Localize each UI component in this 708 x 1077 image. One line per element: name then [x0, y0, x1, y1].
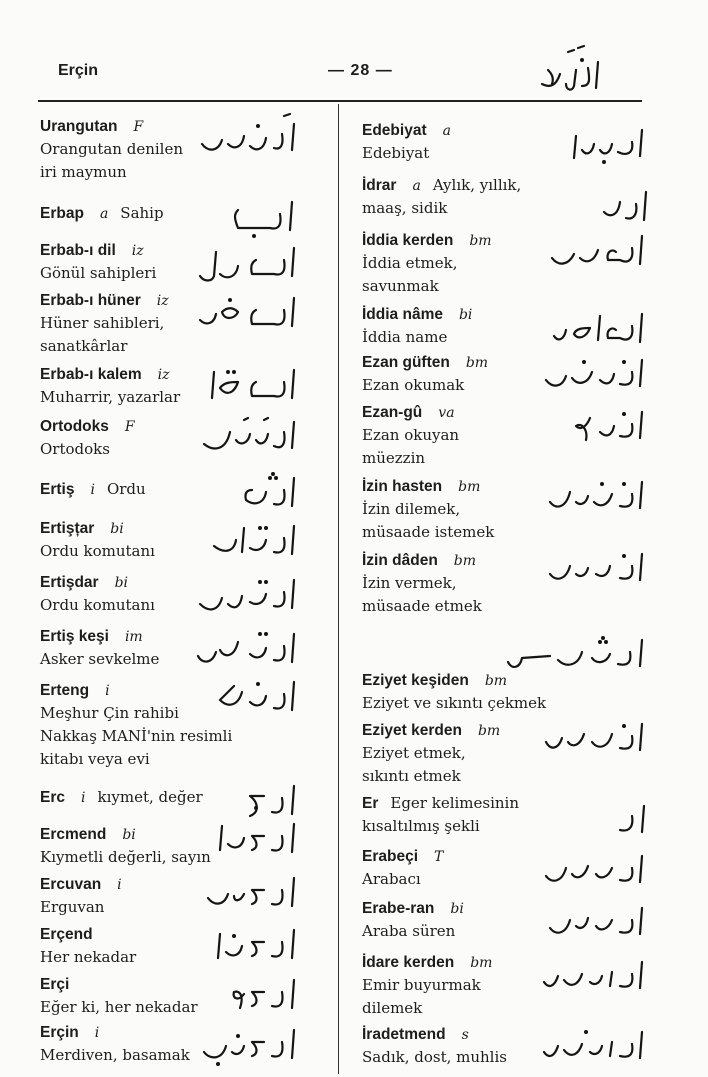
entry-headword: Er Eger kelimesinin — [362, 794, 520, 812]
dictionary-entry — [40, 626, 332, 671]
entry-definition: müezzin — [362, 449, 426, 467]
entry-pos: F — [124, 419, 135, 435]
entry-arabic-calligraphy — [602, 792, 652, 844]
entry-headword: İradetmend s — [362, 1026, 469, 1043]
entry-pos: iz — [156, 293, 169, 309]
dictionary-entry — [362, 352, 652, 397]
entry-headword: Edebiyat a — [362, 122, 451, 139]
entry-definition: sıkıntı etmek — [362, 767, 461, 785]
entry-arabic-calligraphy — [194, 866, 304, 918]
dictionary-entry — [362, 120, 652, 165]
entry-headword: Ortodoks F — [40, 418, 135, 435]
entry-headword: Erçend — [40, 926, 93, 943]
entry-headword: Erçi — [40, 976, 70, 993]
entry-definition: Edebiyat — [362, 144, 430, 162]
entry-pos: i — [117, 877, 122, 893]
entry-arabic-calligraphy — [542, 224, 652, 276]
entry-definition: Kıymetli değerli, sayın — [40, 848, 211, 866]
entry-definition: Ordu komutanı — [40, 542, 155, 560]
entry-headword: İdare kerden bm — [362, 954, 493, 971]
entry-definition: müsaade istemek — [362, 523, 495, 541]
dictionary-entry — [362, 846, 652, 891]
entry-arabic-calligraphy — [194, 358, 304, 410]
entry-pos: bi — [110, 521, 124, 537]
entry-headword: İzin dâden bm — [362, 552, 477, 569]
dictionary-entry — [362, 952, 652, 1020]
entry-definition: iri maymun — [40, 163, 127, 181]
entry-headword: Ercmend bi — [40, 826, 136, 843]
entry-definition: Her nekadar — [40, 948, 137, 966]
header-rule — [38, 100, 642, 102]
entry-arabic-calligraphy — [194, 514, 304, 566]
entry-definition: Arabacı — [362, 870, 421, 888]
entry-arabic-calligraphy — [194, 410, 304, 462]
dictionary-entry — [40, 572, 332, 617]
entry-inline-definition: Sahip — [120, 204, 164, 222]
entry-pos: i — [105, 683, 110, 699]
entry-arabic-calligraphy — [542, 540, 652, 592]
entry-pos: bi — [458, 307, 473, 323]
entry-arabic-calligraphy — [542, 468, 652, 520]
entry-pos: bm — [465, 355, 489, 371]
dictionary-entry — [40, 290, 332, 358]
dictionary-entry — [40, 874, 332, 919]
dictionary-entry — [40, 364, 332, 409]
entry-headword: Erteng i — [40, 682, 110, 699]
entry-pos: i — [90, 482, 95, 498]
entry-pos: iz — [157, 367, 170, 383]
dictionary-entry — [362, 174, 652, 220]
dictionary-entry — [40, 824, 332, 869]
dictionary-entry — [40, 116, 332, 184]
entry-arabic-calligraphy — [542, 894, 652, 946]
dictionary-entry — [362, 670, 652, 715]
entry-definition: müsaade etmek — [362, 597, 482, 615]
entry-pos: va — [438, 405, 455, 421]
entry-definition: Merdiven, basamak — [40, 1046, 190, 1064]
entry-definition: sanatkârlar — [40, 337, 128, 355]
entry-definition: İddia etmek, — [362, 254, 458, 272]
entry-headword: Ezan güften bm — [362, 354, 489, 371]
entry-arabic-calligraphy — [542, 398, 652, 450]
entry-headword: İddia kerden bm — [362, 232, 492, 249]
entry-pos: bm — [484, 673, 508, 689]
dictionary-entry — [362, 792, 652, 838]
entry-definition: maaş, sidik — [362, 199, 448, 217]
entry-arabic-calligraphy — [542, 346, 652, 398]
entry-headword: Urangutan F — [40, 118, 144, 135]
entry-headword: İdrar a Aylık, yıllık, — [362, 176, 522, 194]
entry-arabic-calligraphy — [542, 948, 652, 1000]
entry-definition: Ezan okuyan — [362, 426, 460, 444]
entry-pos: bm — [453, 553, 477, 569]
entry-inline-definition: Aylık, yıllık, — [432, 176, 522, 194]
entry-arabic-calligraphy — [542, 114, 652, 166]
dictionary-entry — [362, 720, 652, 788]
entry-arabic-calligraphy — [542, 842, 652, 894]
entry-definition: İddia name — [362, 328, 448, 346]
entry-pos: i — [94, 1025, 100, 1041]
entry-headword: Ertiş keşi im — [40, 628, 143, 645]
entry-pos: iz — [131, 243, 144, 259]
entry-definition: Ordu komutanı — [40, 596, 155, 614]
entry-arabic-calligraphy — [194, 968, 304, 1020]
entry-pos: bi — [450, 901, 464, 917]
running-head-calligraphy — [532, 40, 604, 96]
entry-inline-definition: Eger kelimesinin — [390, 794, 520, 812]
dictionary-entry — [362, 402, 652, 470]
entry-definition: Emir buyurmak — [362, 976, 481, 994]
entry-definition: İzin vermek, — [362, 574, 457, 592]
entry-pos: a — [442, 123, 451, 139]
entry-headword: Erabeçi T — [362, 848, 444, 865]
entry-definition: kitabı veya evi — [40, 750, 150, 768]
entry-headword: Ertiş i Ordu — [40, 480, 146, 498]
dictionary-entry — [40, 1022, 332, 1067]
entry-pos: im — [124, 629, 143, 645]
entry-pos: i — [81, 790, 86, 806]
dictionary-entry — [40, 416, 332, 461]
entry-inline-definition: kıymet, değer — [97, 788, 203, 806]
entry-definition: Erguvan — [40, 898, 105, 916]
entry-definition: Ezan okumak — [362, 376, 465, 394]
entry-definition: kısaltılmış şekli — [362, 817, 480, 835]
dictionary-entry — [362, 898, 652, 943]
entry-inline-definition: Ordu — [106, 480, 146, 498]
entry-headword: Erçin i — [40, 1024, 100, 1041]
entry-pos: bm — [458, 479, 481, 495]
dictionary-entry — [40, 786, 332, 809]
entry-pos: bm — [469, 233, 492, 249]
entry-pos: a — [412, 178, 421, 194]
entry-headword: İddia nâme bi — [362, 306, 473, 323]
entry-definition: Araba süren — [362, 922, 456, 940]
entry-arabic-calligraphy — [194, 812, 304, 864]
entry-definition: Eziyet etmek, — [362, 744, 466, 762]
entry-definition: Asker sevkelme — [40, 650, 160, 668]
dictionary-entry — [362, 476, 652, 544]
entry-headword: Erbab-ı hüner iz — [40, 292, 169, 309]
entry-definition: İzin dilemek, — [362, 500, 461, 518]
entry-arabic-calligraphy — [542, 710, 652, 762]
entry-headword: Eziyet kerden bm — [362, 722, 501, 739]
entry-arabic-calligraphy — [194, 568, 304, 620]
entry-headword: Ezan-gû va — [362, 404, 455, 421]
entry-headword: Erbap a Sahip — [40, 204, 164, 222]
entry-arabic-calligraphy — [194, 622, 304, 674]
entry-arabic-calligraphy — [194, 464, 304, 516]
dictionary-entry — [40, 974, 332, 1019]
running-head-word: Erçin — [58, 62, 99, 79]
entry-pos: T — [434, 849, 444, 865]
dictionary-entry — [40, 240, 332, 285]
entry-definition: Hüner sahibleri, — [40, 314, 165, 332]
entry-arabic-calligraphy — [194, 286, 304, 338]
entry-definition: Gönül sahipleri — [40, 264, 157, 282]
entry-headword: Ertişțar bi — [40, 520, 124, 537]
dictionary-entry — [40, 478, 332, 501]
entry-definition: Eziyet ve sıkıntı çekmek — [362, 694, 547, 712]
entry-pos: bi — [122, 827, 136, 843]
entry-definition: Sadık, dost, muhlis — [362, 1048, 507, 1066]
dictionary-entry — [40, 924, 332, 969]
entry-headword: Erbab-ı dil iz — [40, 242, 144, 259]
dictionary-entry — [362, 304, 652, 349]
entry-pos: a — [99, 206, 109, 222]
entry-arabic-calligraphy — [592, 178, 652, 230]
entry-pos: bm — [470, 955, 493, 971]
entry-arabic-calligraphy — [194, 670, 304, 722]
entry-headword: Eziyet keşiden bm — [362, 672, 508, 689]
dictionary-entry — [40, 680, 332, 771]
entry-definition: savunmak — [362, 277, 439, 295]
entry-definition: Orangutan denilen — [40, 140, 184, 158]
dictionary-entry — [362, 230, 652, 298]
entry-headword: İzin hasten bm — [362, 478, 481, 495]
entry-headword: Erbab-ı kalem iz — [40, 366, 170, 383]
entry-pos: s — [461, 1027, 469, 1043]
entry-arabic-calligraphy — [542, 1018, 652, 1070]
entry-pos: F — [133, 119, 144, 135]
entry-definition: Meşhur Çin rahibi — [40, 704, 179, 722]
page-number: — 28 — — [328, 62, 393, 79]
entry-definition: Eğer ki, her nekadar — [40, 998, 198, 1016]
entry-headword: Erabe-ran bi — [362, 900, 464, 917]
dictionary-entry — [40, 202, 332, 225]
entry-definition: Ortodoks — [40, 440, 110, 458]
entry-pos: bm — [477, 723, 501, 739]
entry-headword: Ercuvan i — [40, 876, 122, 893]
dictionary-entry — [40, 518, 332, 563]
entry-arabic-calligraphy — [194, 110, 304, 162]
entry-pos: bi — [114, 575, 129, 591]
entry-arabic-calligraphy — [194, 238, 304, 290]
entry-arabic-calligraphy — [194, 918, 304, 970]
entry-definition: dilemek — [362, 999, 423, 1017]
dictionary-entry — [362, 1024, 652, 1069]
entry-headword: Erc i kıymet, değer — [40, 788, 203, 806]
entry-definition: Muharrir, yazarlar — [40, 388, 181, 406]
dictionary-entry — [362, 550, 652, 618]
entry-definition: Nakkaş MANİ'nin resimli — [40, 727, 233, 745]
entry-arabic-calligraphy — [194, 1018, 304, 1070]
entry-arabic-calligraphy — [194, 188, 304, 240]
column-separator — [338, 104, 339, 1074]
entry-headword: Ertişdar bi — [40, 574, 129, 591]
